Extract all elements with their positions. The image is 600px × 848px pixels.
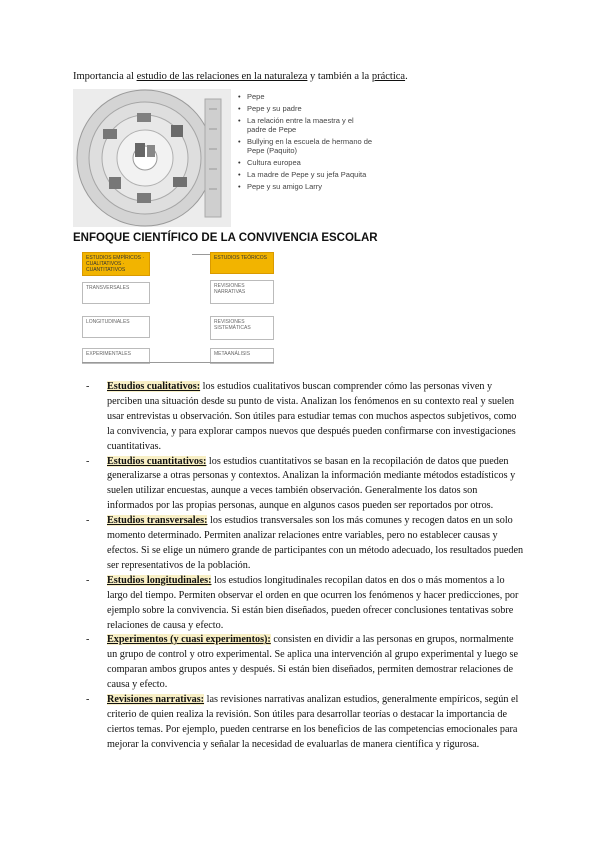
study-types-list <box>86 380 526 753</box>
study-item-cualitativos <box>86 380 526 455</box>
legend-item: • Pepe <box>238 92 373 101</box>
study-text: consisten en dividir a las personas en grupos, normalmente un grupo de control y otro experimental. Se aplica una intervención al grupo experimental y luego se comparan ambos grupos antes y después. Si están bien diseñados, permiten demostrar relaciones de causa y efecto. <box>107 634 519 691</box>
diagram-box-teoricos: ESTUDIOS TEÓRICOS <box>210 252 274 274</box>
ecological-circles-illustration <box>73 89 231 227</box>
study-term: Estudios cuantitativos: <box>107 455 207 467</box>
study-text: los estudios cualitativos buscan comprender cómo las personas viven y perciben una situación desde su punto de vista. Analizan los fenómenos en su contexto real y suelen usar entrevistas u observación. Son útiles para estudiar temas con muchos aspectos subjetivos, como la convivencia, y para explorar campos nuevos que después pueden confirmarse con investigaciones cuantitativas. <box>107 381 517 452</box>
study-item-revisiones <box>86 693 526 753</box>
study-term: Revisiones narrativas: <box>107 694 205 706</box>
intro-link-naturaleza[interactable]: estudio de las relaciones en la naturaleza <box>136 71 308 82</box>
intro-pre: Importancia al <box>73 71 137 82</box>
study-item-cuantitativos <box>86 455 526 515</box>
study-term: Experimentos (y cuasi experimentos): <box>107 634 271 646</box>
legend-item: • La madre de Pepe y su jefa Paquita <box>238 170 373 179</box>
study-term: Estudios cualitativos: <box>107 381 201 392</box>
intro-link-practica[interactable]: práctica <box>371 71 406 82</box>
intro-mid: y también a la <box>307 71 372 82</box>
study-term: Estudios longitudinales: <box>107 574 212 586</box>
study-item-transversales <box>86 514 526 574</box>
study-item-longitudinales <box>86 574 526 634</box>
figure-legend-list <box>238 92 373 194</box>
study-text: los estudios longitudinales recopilan datos en dos o más momentos a lo largo del tiempo. Permiten observar el orden en que ocurren los fenómenos y hacer predicciones, por ejemplo sobre la convivencia. Si están bien diseñados, pueden ofrecer conclusiones tentativas sobre relaciones de causa y efecto. <box>107 574 519 631</box>
ecological-model-figure <box>73 89 231 227</box>
diagram-box-transversales: TRANSVERSALES <box>82 282 150 304</box>
diagram-box-sistematicas: REVISIONES SISTEMÁTICAS <box>210 316 274 340</box>
intro-line <box>73 71 408 82</box>
section-heading: ENFOQUE CIENTÍFICO DE LA CONVIVENCIA ESCOLAR <box>73 232 378 244</box>
diagram-box-empiricos: ESTUDIOS EMPÍRICOS · CUALITATIVOS · CUANTITATIVOS <box>82 252 150 276</box>
legend-item: • La relación entre la maestra y el padre de Pepe <box>238 116 373 134</box>
legend-item: • Pepe y su padre <box>238 104 373 113</box>
diagram-box-longitudinales: LONGITUDINALES <box>82 316 150 338</box>
legend-item: • Pepe y su amigo Larry <box>238 182 373 191</box>
legend-item: • Bullying en la escuela de hermano de Pepe (Paquito) <box>238 137 373 155</box>
intro-post: . <box>405 71 408 82</box>
diagram-baseline <box>82 362 274 363</box>
legend-item: • Cultura europea <box>238 158 373 167</box>
diagram-box-experimentales: EXPERIMENTALES <box>82 348 150 364</box>
study-term: Estudios transversales: <box>107 515 208 527</box>
study-item-experimentos <box>86 633 526 693</box>
study-text: los estudios cuantitativos se basan en la recopilación de datos que pueden generalizarse a otras personas y contextos. Analizan la información mediante métodos estadísticos y suelen utilizar encuestas, aunque a veces también observación. Generalmente los datos son informados por las propias personas, aunque en algunos casos pueden ser reportados por otros. <box>107 455 516 512</box>
diagram-box-metaanalisis: METAANÁLISIS <box>210 348 274 364</box>
study-text: los estudios transversales son los más comunes y recogen datos en un solo momento determinado. Permiten analizar relaciones entre variables, pero no establecer causas y efectos. Si se elige un número grande de participantes con un método adecuado, los resultados pueden ser representativos de la población. <box>107 515 524 571</box>
diagram-box-narrativas: REVISIONES NARRATIVAS <box>210 280 274 304</box>
study-types-diagram <box>82 250 282 368</box>
diagram-connector <box>192 254 210 255</box>
study-text: las revisiones narrativas analizan estudios, generalmente empíricos, según el criterio de quien realiza la revisión. Son útiles para desarrollar teorías o destacar la importancia de ciertos temas. Por ejemplo, pueden centrarse en los beneficios de las competencias emocionales para mejorar la convivencia y señalar la necesidad de evaluarlas de manera científica y rigurosa. <box>107 694 519 750</box>
